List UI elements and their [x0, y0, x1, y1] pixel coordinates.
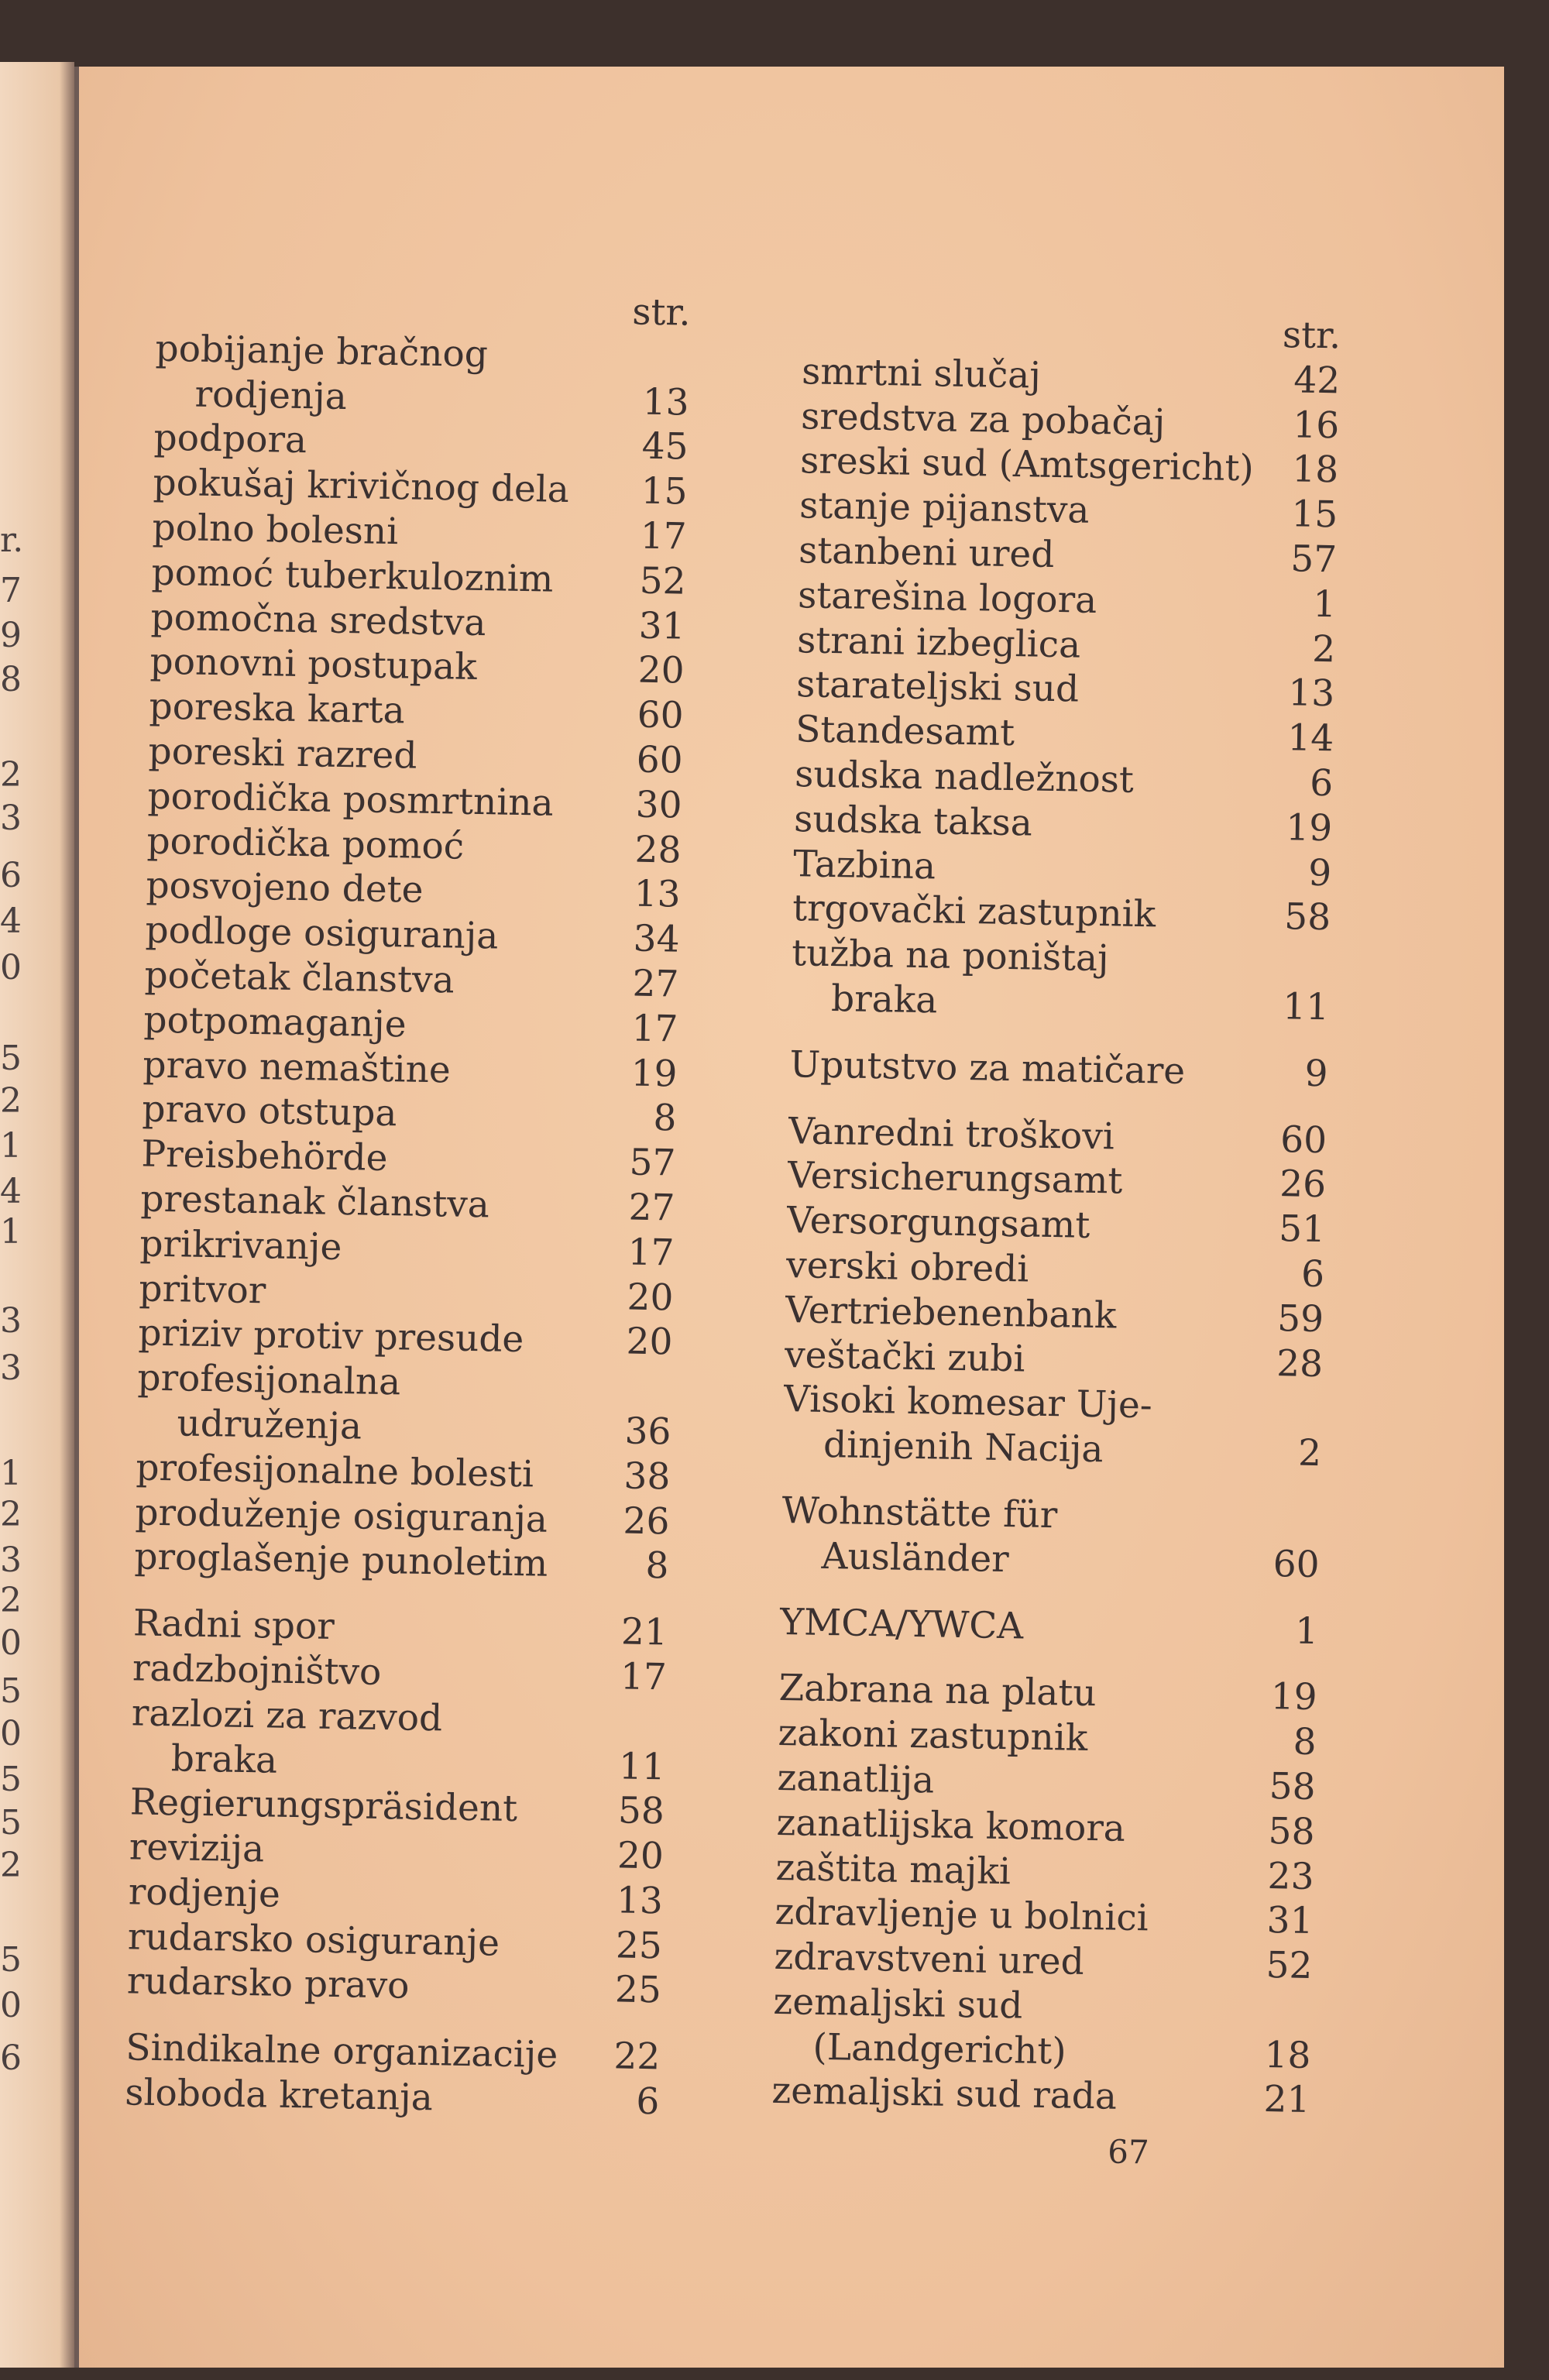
index-term: Sindikalne organizacije — [125, 2026, 558, 2077]
index-term: porodička posmrtnina — [147, 774, 555, 825]
index-page-ref: 30 — [635, 783, 682, 827]
index-page-ref: 13 — [616, 1879, 664, 1923]
index-page-ref: 27 — [628, 1186, 675, 1230]
index-term: zakoni zastupnik — [778, 1712, 1088, 1760]
index-entry — [780, 1600, 1319, 1654]
previous-page-digit: 1 — [0, 1212, 22, 1252]
previous-page-digit: 5 — [0, 1039, 22, 1078]
index-page-ref: 21 — [1263, 2078, 1310, 2122]
index-page-ref: 17 — [620, 1655, 668, 1699]
index-term: Uputstvo za matičare — [789, 1042, 1186, 1093]
index-page-ref: 60 — [637, 693, 685, 737]
index-term: dinjenih Nacija — [823, 1424, 1104, 1472]
index-term: strani izbeglica — [796, 618, 1081, 667]
index-page-ref: 16 — [1292, 403, 1340, 447]
index-group — [780, 1600, 1319, 1654]
index-column-left — [124, 282, 691, 2147]
index-term: pravo otstupa — [142, 1087, 397, 1135]
previous-page-digit: 0 — [0, 1623, 22, 1663]
index-page-ref: 8 — [644, 1544, 669, 1588]
index-page-ref: 58 — [1269, 1764, 1316, 1809]
index-page-ref — [1283, 939, 1331, 985]
index-page-ref: 13 — [642, 380, 690, 424]
previous-page-digit: 2 — [0, 1846, 22, 1885]
index-page-ref: 20 — [626, 1320, 673, 1364]
index-page-ref: 26 — [623, 1499, 670, 1544]
index-term: pritvor — [139, 1267, 266, 1312]
index-term: Preisbehörde — [141, 1132, 388, 1180]
index-term: ponovni postupak — [149, 640, 478, 689]
index-term: produženje osiguranja — [135, 1490, 548, 1541]
index-term: zdravstveni ured — [774, 1935, 1085, 1984]
index-page-ref: 23 — [1267, 1854, 1314, 1898]
index-term: starateljski sud — [795, 663, 1080, 711]
index-term: poreski razred — [148, 730, 417, 778]
previous-page-digit: 2 — [0, 1081, 22, 1121]
index-term: podpora — [153, 417, 307, 462]
index-term: trgovački zastupnik — [792, 887, 1156, 936]
index-page-ref: 15 — [641, 469, 689, 513]
index-term: zemaljski sud rada — [771, 2069, 1118, 2119]
index-page-ref: 25 — [615, 1924, 663, 1968]
index-term: pomočna sredstva — [150, 596, 486, 644]
previous-page-digit: 0 — [0, 1986, 22, 2025]
previous-page-digit: 3 — [0, 1348, 22, 1388]
index-page-ref: 1 — [1312, 582, 1337, 627]
previous-page-digit: 0 — [0, 1714, 22, 1753]
index-term: Wohnstätte für — [781, 1489, 1058, 1537]
page-number: 67 — [1107, 2132, 1150, 2172]
index-page-ref: 58 — [1283, 895, 1331, 939]
index-term: rodjenja — [194, 373, 348, 418]
index-page-ref: 59 — [1276, 1296, 1324, 1341]
index-page-ref: 20 — [637, 648, 685, 693]
index-page-ref: 15 — [1290, 493, 1338, 537]
index-page-ref: 19 — [1270, 1675, 1318, 1719]
index-term: braka — [170, 1736, 278, 1782]
previous-page-digit: 6 — [0, 856, 22, 895]
index-page-ref — [619, 1699, 666, 1745]
index-page-ref: 60 — [636, 738, 684, 782]
index-entry — [781, 1533, 1320, 1588]
index-group — [791, 349, 1341, 1030]
index-term: porodička pomoć — [146, 819, 465, 868]
index-term: Standesamt — [795, 708, 1015, 755]
index-page-ref: 26 — [1279, 1163, 1327, 1207]
index-term: pravo nemaštine — [143, 1043, 452, 1092]
index-page-ref: 6 — [1309, 761, 1334, 805]
previous-page-digit: r. — [0, 520, 24, 560]
index-group — [126, 1602, 668, 2014]
index-page-ref: 20 — [627, 1276, 674, 1320]
index-group — [781, 1489, 1321, 1588]
index-term: zemaljski sud — [773, 1980, 1023, 2028]
index-term: polno bolesni — [152, 506, 399, 554]
index-entry — [783, 1422, 1322, 1476]
index-term: sudska taksa — [793, 797, 1033, 845]
book-page — [74, 67, 1504, 2368]
index-term: zanatlijska komora — [776, 1801, 1126, 1850]
previous-page-digit: 8 — [0, 660, 22, 699]
index-page-ref: 31 — [1266, 1899, 1314, 1943]
index-page-ref: 17 — [627, 1231, 675, 1275]
index-term: Tazbina — [792, 842, 936, 888]
index-page-ref: 22 — [613, 2035, 661, 2079]
index-term: Regierungspräsident — [129, 1781, 518, 1831]
index-page-ref — [1276, 1386, 1323, 1431]
index-page-ref: 21 — [620, 1610, 668, 1654]
index-term: sloboda kretanja — [124, 2071, 434, 2120]
index-term: priziv protiv presude — [138, 1311, 524, 1362]
index-term: posvojeno dete — [146, 864, 424, 912]
index-page-ref: 20 — [617, 1834, 665, 1878]
previous-page-digit: 3 — [0, 798, 22, 838]
index-term: podloge osiguranja — [145, 908, 499, 958]
index-term: početak članstva — [144, 953, 455, 1002]
index-page-ref: 2 — [1297, 1431, 1322, 1475]
index-page-ref: 57 — [629, 1141, 676, 1185]
index-entry — [789, 1042, 1328, 1097]
column-header-str: str. — [1282, 314, 1341, 358]
index-page-ref: 51 — [1278, 1207, 1326, 1252]
index-page-ref: 17 — [631, 1007, 678, 1051]
index-term: Vanredni troškovi — [788, 1109, 1115, 1158]
index-page-ref: 60 — [1279, 1118, 1327, 1162]
index-term: Visoki komesar Uje- — [783, 1378, 1153, 1427]
index-term: verski obredi — [785, 1244, 1029, 1291]
index-entry — [771, 2069, 1310, 2123]
index-page-ref: 11 — [1282, 985, 1330, 1029]
index-term: zanatlija — [777, 1756, 935, 1802]
index-page-ref: 13 — [1287, 671, 1335, 716]
previous-page-digit: 0 — [0, 948, 22, 987]
index-page-ref: 58 — [617, 1789, 665, 1833]
index-page-ref — [1273, 1497, 1321, 1543]
index-term: sudska nadležnost — [794, 753, 1135, 802]
index-page-ref: 31 — [638, 604, 686, 648]
index-group — [771, 1666, 1317, 2123]
index-term: proglašenje punoletim — [133, 1535, 548, 1586]
index-group — [134, 326, 690, 1588]
previous-page-digit: 5 — [0, 1760, 22, 1799]
index-page-ref: 34 — [633, 917, 680, 961]
index-entry — [125, 2070, 660, 2124]
index-page-ref — [643, 335, 690, 380]
previous-page-digit: 3 — [0, 1540, 22, 1580]
index-page-ref: 58 — [1268, 1809, 1315, 1853]
index-term: stanbeni ured — [798, 529, 1055, 576]
index-term: potpomaganje — [143, 998, 407, 1046]
previous-page-digit: 4 — [0, 902, 22, 941]
previous-page-digit: 4 — [0, 1172, 22, 1211]
index-term: (Landgericht) — [812, 2025, 1067, 2073]
previous-page-digit: 5 — [0, 1940, 22, 1980]
index-term: tužba na poništaj — [791, 932, 1110, 981]
index-page-ref: 28 — [1276, 1341, 1324, 1386]
index-entry — [134, 1535, 669, 1589]
index-page-ref: 60 — [1273, 1542, 1321, 1586]
previous-page-digit: 7 — [0, 571, 22, 610]
index-term: pomoć tuberkuloznim — [151, 551, 554, 601]
index-page-ref: 1 — [1294, 1609, 1319, 1653]
index-page-ref: 17 — [640, 514, 688, 558]
index-page-ref: 45 — [641, 425, 689, 469]
index-term: udruženja — [177, 1402, 362, 1448]
previous-page-digit: 2 — [0, 755, 22, 795]
index-term: Ausländer — [821, 1534, 1010, 1581]
index-term: Vertriebenenbank — [785, 1288, 1117, 1338]
index-term: smrtni slučaj — [801, 350, 1042, 397]
index-term: starešina logora — [797, 573, 1097, 622]
index-page-ref: 38 — [623, 1454, 671, 1499]
index-page-ref: 9 — [1307, 851, 1332, 895]
previous-page-digit: 2 — [0, 1581, 22, 1620]
index-page-ref: 8 — [1293, 1720, 1317, 1764]
index-term: veštački zubi — [784, 1333, 1025, 1380]
index-page-ref: 42 — [1293, 359, 1341, 403]
index-term: Zabrana na platu — [778, 1667, 1097, 1715]
index-page-ref: 14 — [1286, 716, 1334, 761]
index-term: rudarsko osiguranje — [127, 1915, 500, 1965]
index-page-ref: 13 — [634, 872, 681, 916]
column-header-str: str. — [631, 290, 692, 335]
index-page-ref: 9 — [1304, 1052, 1329, 1095]
index-page-ref: 28 — [634, 828, 682, 872]
index-page-ref: 57 — [1290, 537, 1338, 582]
index-term: pokušaj krivičnog dela — [153, 461, 570, 512]
index-page-ref: 52 — [1266, 1944, 1313, 1988]
index-term: zaštita majki — [775, 1846, 1011, 1893]
index-term: pobijanje bračnog — [155, 327, 489, 376]
index-entry — [791, 976, 1330, 1030]
index-term: revizija — [129, 1825, 265, 1871]
previous-page-digit: 1 — [0, 1126, 22, 1166]
index-term: profesijonalne bolesti — [136, 1446, 534, 1496]
index-entry — [126, 1959, 661, 2014]
index-column-right — [771, 304, 1341, 2145]
index-page-ref — [625, 1365, 672, 1410]
index-term: Versorgungsamt — [786, 1199, 1090, 1248]
previous-page-digit: 6 — [0, 2038, 22, 2078]
previous-page-digit: 9 — [0, 616, 22, 655]
previous-page-digit: 3 — [0, 1301, 22, 1341]
index-page-ref: 36 — [624, 1410, 671, 1454]
index-page-ref: 2 — [1311, 627, 1336, 671]
index-page-ref: 8 — [653, 1097, 677, 1140]
index-group — [783, 1109, 1327, 1476]
index-term: radzbojništvo — [132, 1647, 382, 1694]
index-page-ref: 25 — [614, 1968, 662, 2012]
index-term: sredstva za pobačaj — [800, 394, 1166, 445]
index-page-ref — [1265, 1988, 1312, 2034]
index-page-ref: 27 — [632, 962, 679, 1006]
index-page-ref: 18 — [1264, 2033, 1311, 2077]
index-term: sreski sud (Amtsgericht) — [799, 439, 1255, 490]
index-page-ref: 19 — [1285, 806, 1333, 850]
previous-page-digit: 1 — [0, 1454, 22, 1493]
index-term: Radni spor — [132, 1602, 335, 1649]
previous-page-digit: 5 — [0, 1803, 22, 1843]
index-term: profesijonalna — [137, 1356, 401, 1404]
index-term: rodjenje — [128, 1870, 281, 1916]
index-page-ref: 52 — [639, 559, 687, 603]
index-page-ref: 19 — [630, 1052, 678, 1096]
index-page-ref: 6 — [1300, 1252, 1325, 1296]
index-term: prikrivanje — [139, 1222, 342, 1269]
index-page-ref: 18 — [1291, 448, 1339, 492]
index-page-ref: 6 — [635, 2079, 660, 2124]
index-term: stanje pijanstva — [799, 484, 1090, 532]
previous-page-digit: 2 — [0, 1495, 22, 1534]
index-term: braka — [830, 977, 938, 1022]
index-term: razlozi za razvod — [131, 1691, 443, 1740]
index-group — [789, 1042, 1328, 1097]
index-term: rudarsko pravo — [126, 1959, 410, 2008]
index-term: prestanak članstva — [140, 1177, 490, 1227]
index-term: poreska karta — [149, 685, 406, 733]
index-term: zdravljenje u bolnici — [774, 1891, 1149, 1940]
index-term: YMCA/YWCA — [779, 1600, 1024, 1647]
index-group — [125, 2026, 661, 2125]
index-term: Versicherungsamt — [787, 1154, 1123, 1203]
index-page-ref: 11 — [618, 1744, 666, 1788]
previous-page-digit: 5 — [0, 1671, 22, 1711]
